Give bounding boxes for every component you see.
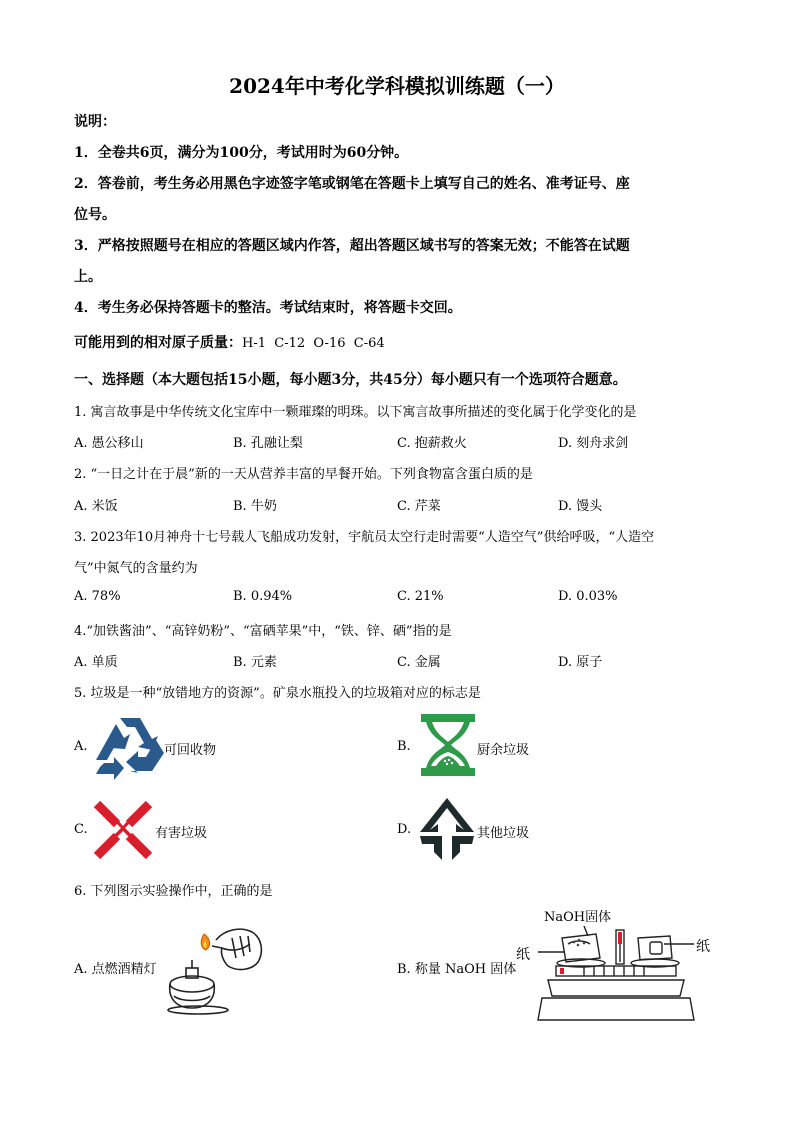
note-4: 4．考生务必保持答题卡的整洁。考试结束时，将答题卡交回。 [74, 300, 462, 316]
q2-option-b: B. 牛奶 [233, 499, 277, 514]
q1-option-c: C. 抱薪救火 [397, 436, 467, 451]
q3-option-b: B. 0.94% [233, 589, 293, 604]
paper-left-label: 纸 [516, 947, 530, 963]
q2-option-d: D. 馒头 [558, 499, 603, 514]
q6-option-b [397, 958, 516, 977]
note-3-cont: 上。 [74, 269, 102, 285]
note-2: 2．答卷前，考生务必用黑色字迹签字笔或钢笔在答题卡上填写自己的姓名、准考证号、座 [74, 176, 630, 192]
page-title: 2024年中考化学科模拟训练题（一） [229, 74, 565, 98]
q6-option-b-label: 称量 NaOH 固体 [414, 962, 517, 977]
note-3: 3．严格按照题号在相应的答题区域内作答，超出答题区域书写的答案无效；不能答在试题 [74, 238, 630, 254]
question-4-stem: 4.“加铁酱油”、“高锌奶粉”、“富硒苹果”中，“铁、锌、硒”指的是 [74, 624, 452, 639]
atomic-mass-values: H-1 C-12 O-16 C-64 [242, 336, 385, 351]
q1-option-a: A. 愚公移山 [74, 436, 144, 451]
q3-option-c: C. 21% [397, 589, 444, 604]
question-5-stem: 5. 垃圾是一种“放错地方的资源”。矿泉水瓶投入的垃圾箱对应的标志是 [74, 686, 481, 701]
q6-option-b-letter: B. [397, 962, 411, 977]
q5-option-d-letter: D. [397, 822, 412, 837]
q4-option-d: D. 原子 [558, 655, 603, 670]
atomic-mass-label: 可能用到的相对原子质量： [74, 335, 242, 351]
hazardous-waste-icon [93, 800, 153, 860]
q5-option-b-letter: B. [397, 739, 411, 754]
q6-option-a-label: 点燃酒精灯 [91, 962, 157, 977]
q2-option-c: C. 芹菜 [397, 499, 441, 514]
q1-option-b: B. 孔融让梨 [233, 436, 303, 451]
q5-option-a-letter: A. [74, 739, 88, 754]
notes-heading: 说明： [74, 114, 116, 130]
note-2-cont: 位号。 [74, 207, 116, 223]
q5-option-c-letter: C. [74, 822, 88, 837]
question-3-stem: 3. 2023年10月神舟十七号载人飞船成功发射，宇航员太空行走时需要“人造空气”供给呼吸，“人造空 [74, 530, 655, 545]
question-2-stem: 2. “一日之计在于晨”新的一天从营养丰富的早餐开始。下列食物富含蛋白质的是 [74, 467, 533, 482]
question-1-stem: 1. 寓言故事是中华传统文化宝库中一颗璀璨的明珠。以下寓言故事所描述的变化属于化学变化的是 [74, 405, 637, 420]
naoh-label: NaOH固体 [544, 910, 612, 925]
recycle-icon [94, 712, 166, 778]
alcohol-lamp-figure [162, 918, 270, 1016]
q4-option-b: B. 元素 [233, 655, 277, 670]
q4-option-a: A. 单质 [74, 655, 118, 670]
q3-option-a: A. 78% [74, 589, 121, 604]
q5-option-a-label: 可回收物 [164, 743, 217, 758]
question-6-stem: 6. 下列图示实验操作中，正确的是 [74, 884, 273, 899]
question-3-stem-cont: 气”中氮气的含量约为 [74, 561, 198, 576]
q5-option-c-label: 有害垃圾 [155, 826, 208, 841]
paper-right-label: 纸 [696, 939, 710, 955]
q2-option-a: A. 米饭 [74, 499, 118, 514]
section-heading: 一、选择题（本大题包括15小题，每小题3分，共45分）每小题只有一个选项符合题意。 [74, 372, 627, 388]
q1-option-d: D. 刻舟求剑 [558, 436, 629, 451]
kitchen-waste-icon [418, 712, 478, 778]
q6-option-a-letter: A. [74, 962, 88, 977]
balance-figure [534, 922, 698, 1022]
atomic-mass-line [74, 332, 385, 352]
other-waste-icon [416, 796, 478, 862]
q3-option-d: D. 0.03% [558, 589, 618, 604]
q5-option-b-label: 厨余垃圾 [477, 743, 530, 758]
note-1: 1．全卷共6页，满分为100分，考试用时为60分钟。 [74, 145, 409, 161]
q6-option-a [74, 958, 157, 977]
q5-option-d-label: 其他垃圾 [477, 826, 530, 841]
q4-option-c: C. 金属 [397, 655, 441, 670]
